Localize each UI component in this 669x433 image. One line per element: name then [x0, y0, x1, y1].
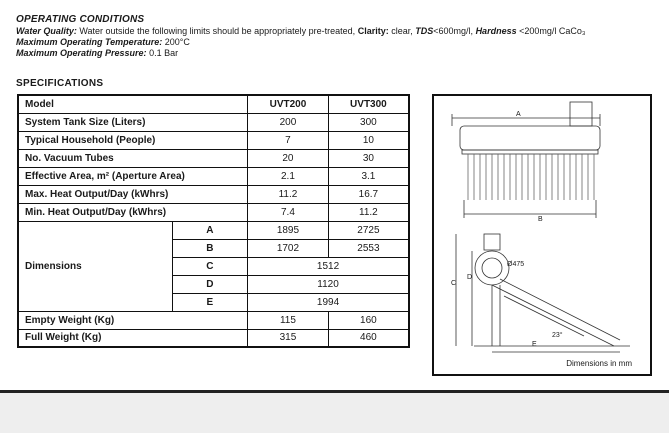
tds-value: <600mg/l, — [433, 26, 474, 36]
row-label: Min. Heat Output/Day (kWhrs) — [18, 203, 248, 221]
row-label: Full Weight (Kg) — [18, 329, 248, 347]
shared-value: 1120 — [248, 275, 409, 293]
tank-front-shape — [460, 126, 600, 150]
dim-a-label: A — [516, 111, 521, 118]
clarity-label: Clarity: — [357, 26, 389, 36]
uvt200-value: 20 — [248, 149, 329, 167]
water-quality-text: Water outside the following limits should be appropriately pre-treated, — [79, 26, 356, 36]
dimension-key: C — [172, 257, 247, 275]
max-pressure-value: 0.1 Bar — [149, 48, 179, 58]
uvt300-value: 3.1 — [328, 167, 409, 185]
table-row — [18, 113, 409, 131]
dimension-key: E — [172, 293, 247, 311]
specifications-table — [17, 94, 410, 348]
uvt200-value: 7.4 — [248, 203, 329, 221]
full-weight-row — [18, 329, 409, 347]
operating-conditions — [16, 14, 666, 59]
angle-label: 23° — [552, 332, 563, 339]
uvt300-value: 160 — [328, 311, 409, 329]
uvt300-value: 2725 — [328, 221, 409, 239]
dim-c-label: C — [451, 280, 457, 287]
dim-e-label: E — [532, 341, 537, 348]
row-label: System Tank Size (Liters) — [18, 113, 248, 131]
dimension-key: B — [172, 239, 247, 257]
clarity-value: clear, — [391, 26, 413, 36]
vacuum-tubes — [468, 154, 594, 200]
uvt300-value: 300 — [328, 113, 409, 131]
uvt200-value: 2.1 — [248, 167, 329, 185]
hardness-value: <200mg/l CaCo₃ — [519, 26, 586, 36]
uvt300-header: UVT300 — [328, 95, 409, 113]
uvt300-value: 460 — [328, 329, 409, 347]
specifications-title: SPECIFICATIONS — [16, 78, 104, 89]
row-label: Max. Heat Output/Day (kWhrs) — [18, 185, 248, 203]
uvt200-value: 7 — [248, 131, 329, 149]
uvt200-value: 1702 — [248, 239, 329, 257]
max-temp-label: Maximum Operating Temperature: — [16, 37, 163, 47]
table-row — [18, 149, 409, 167]
dimension-key: D — [172, 275, 247, 293]
dim-d-label: D — [467, 274, 473, 281]
uvt200-header: UVT200 — [248, 95, 329, 113]
uvt200-value: 11.2 — [248, 185, 329, 203]
table-row — [18, 131, 409, 149]
shared-value: 1994 — [248, 293, 409, 311]
diameter-label: Ø475 — [507, 261, 525, 268]
top-cropped-strip — [0, 0, 669, 12]
row-label: Effective Area, m² (Aperture Area) — [18, 167, 248, 185]
dimension-key: A — [172, 221, 247, 239]
row-label: Typical Household (People) — [18, 131, 248, 149]
empty-weight-row — [18, 311, 409, 329]
max-pressure-line — [16, 48, 666, 59]
footer-band — [0, 390, 669, 433]
row-label: Empty Weight (Kg) — [18, 311, 248, 329]
dimensions-note: Dimensions in mm — [566, 359, 632, 368]
max-temp-value: 200°C — [164, 37, 190, 47]
uvt300-value: 10 — [328, 131, 409, 149]
shared-value: 1512 — [248, 257, 409, 275]
table-row — [18, 185, 409, 203]
operating-conditions-heading: OPERATING CONDITIONS — [16, 14, 145, 25]
expansion-tank-shape — [570, 102, 592, 126]
water-quality-line — [16, 26, 666, 37]
uvt300-value: 11.2 — [328, 203, 409, 221]
dim-b-label: B — [538, 216, 543, 223]
uvt300-value: 16.7 — [328, 185, 409, 203]
row-label: No. Vacuum Tubes — [18, 149, 248, 167]
water-quality-label: Water Quality: — [16, 26, 77, 36]
uvt200-value: 315 — [248, 329, 329, 347]
uvt200-value: 115 — [248, 311, 329, 329]
technical-drawing — [432, 94, 652, 376]
uvt200-value: 200 — [248, 113, 329, 131]
uvt300-value: 30 — [328, 149, 409, 167]
hardness-label: Hardness — [475, 26, 517, 36]
max-pressure-label: Maximum Operating Pressure: — [16, 48, 147, 58]
dimension-row-a — [18, 221, 409, 239]
model-header: Model — [18, 95, 248, 113]
uvt200-value: 1895 — [248, 221, 329, 239]
side-expansion-shape — [484, 234, 500, 250]
max-temp-line — [16, 37, 666, 48]
table-row — [18, 167, 409, 185]
tds-label: TDS — [415, 26, 434, 36]
dimensions-label: Dimensions — [18, 221, 172, 311]
side-tank-circle — [475, 251, 509, 285]
technical-drawing-svg — [434, 96, 650, 374]
uvt300-value: 2553 — [328, 239, 409, 257]
table-row — [18, 203, 409, 221]
table-header-row — [18, 95, 409, 113]
